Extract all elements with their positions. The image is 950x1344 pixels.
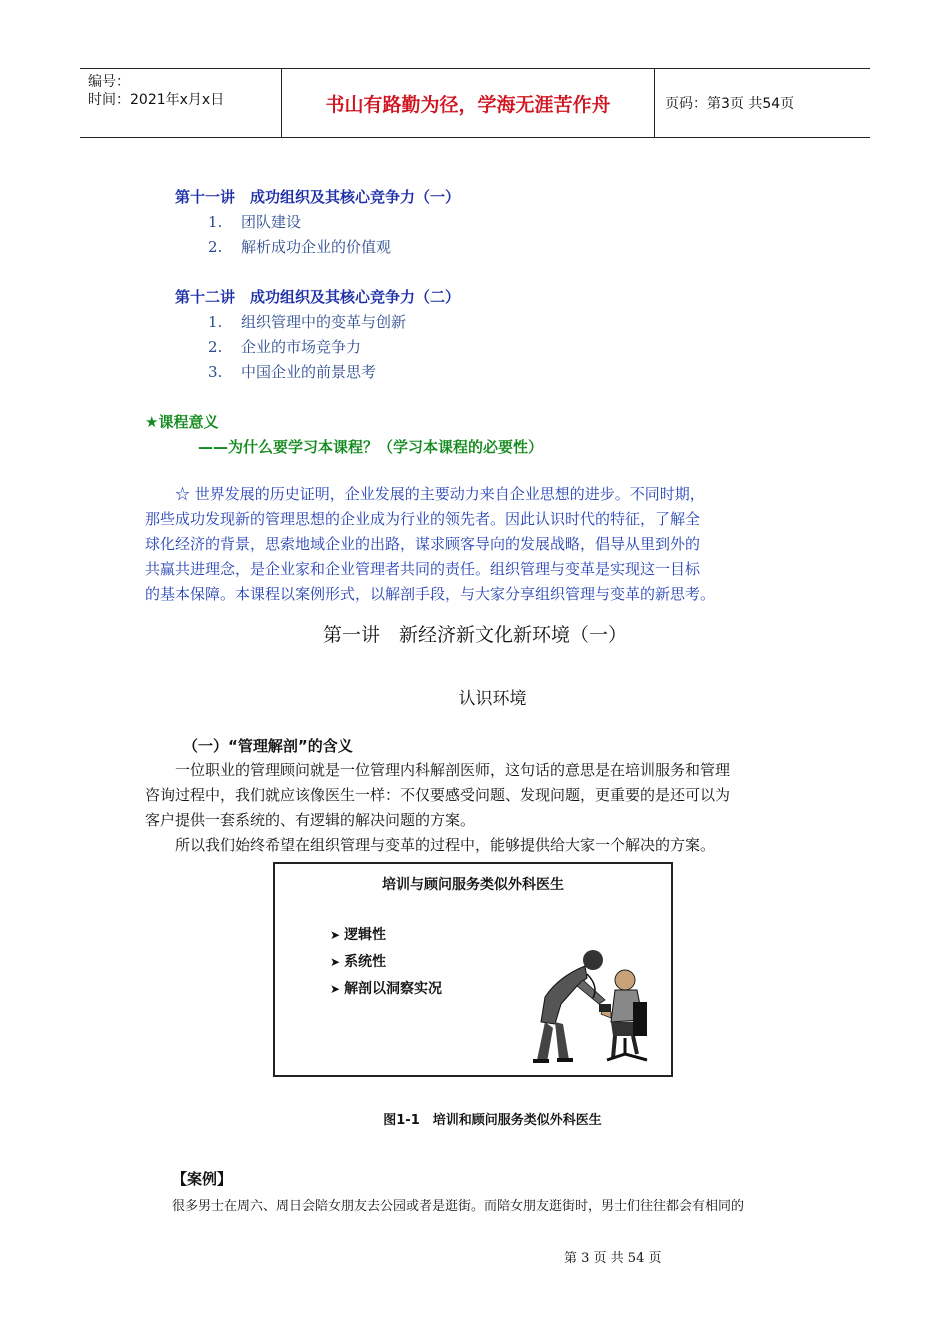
arrow-right-icon: ➤ bbox=[330, 928, 341, 942]
arrow-right-icon: ➤ bbox=[330, 955, 341, 969]
case-text: 很多男士在周六、周日会陪女朋友去公园或者是逛街。而陪女朋友逛街时，男士们往往都会有相同的 bbox=[172, 1199, 745, 1214]
case-label: 【案例】 bbox=[172, 1170, 233, 1188]
toc-lecture-11-title: 第十一讲 成功组织及其核心竞争力（一） bbox=[175, 188, 461, 206]
page-footer: 第 3 页 共 54 页 bbox=[564, 1251, 662, 1266]
figure-title: 培训与顾问服务类似外科医生 bbox=[382, 877, 564, 893]
page-header bbox=[80, 68, 870, 138]
header-meta-cell bbox=[80, 69, 282, 137]
arrow-right-icon: ➤ bbox=[330, 982, 341, 996]
subsection-title: （一）“管理解剖”的含义 bbox=[183, 737, 353, 755]
figure-bullet: ➤ 逻辑性 bbox=[330, 927, 387, 943]
doctor-patient-illustration bbox=[515, 942, 665, 1067]
toc-lecture-12-title: 第十二讲 成功组织及其核心竞争力（二） bbox=[175, 288, 461, 306]
toc-item: 3. 中国企业的前景思考 bbox=[208, 363, 377, 381]
lecture-title: 第一讲 新经济新文化新环境（一） bbox=[322, 624, 627, 646]
page-label: 页码：第3页 共54页 bbox=[665, 96, 795, 112]
toc-item: 2. 解析成功企业的价值观 bbox=[208, 238, 392, 256]
significance-subtitle: ——为什么要学习本课程？（学习本课程的必要性） bbox=[198, 438, 544, 456]
significance-paragraph: ☆ 世界发展的历史证明，企业发展的主要动力来自企业思想的进步。不同时期， 那些成功发现新的管理思想的企业成为行业的领先者。因此认识时代的特征，了解全 球化经济的背景，思索地域企业的出路，谋求顾客导向的发展战略，倡导从里到外的 共赢共进理念，是企业家和企业管理者共同的责任。组织管理与变革是实现这一目标 的基本保障。本课程以案例形式，以解剖手段，与大家分享组织管理与变革的新思考。 bbox=[145, 485, 716, 603]
section-title: 认识环境 bbox=[458, 689, 527, 709]
figure-box bbox=[273, 862, 673, 1077]
figure-bullet: ➤ 解剖以洞察实况 bbox=[330, 981, 443, 997]
significance-title: ★课程意义 bbox=[145, 413, 219, 431]
toc-item: 1. 团队建设 bbox=[208, 213, 302, 231]
number-label: 编号： bbox=[88, 74, 130, 90]
motto: 书山有路勤为径，学海无涯苦作舟 bbox=[282, 69, 655, 137]
toc-item: 2. 企业的市场竞争力 bbox=[208, 338, 362, 356]
figure-caption: 图1-1 培训和顾问服务类似外科医生 bbox=[383, 1113, 602, 1128]
body-paragraph: 一位职业的管理顾问就是一位管理内科解剖医师，这句话的意思是在培训服务和管理 咨询过程中，我们就应该像医生一样：不仅要感受问题、发现问题，更重要的是还可以为 客户提供一套系统的、有逻辑的解决问题的方案。 所以我们始终希望在组织管理与变革的过程中，能够提供给大家一个解决的方案。 bbox=[145, 761, 731, 854]
figure-bullet: ➤ 系统性 bbox=[330, 954, 387, 970]
time-label: 时间：2021年x月x日 bbox=[88, 92, 225, 108]
toc-item: 1. 组织管理中的变革与创新 bbox=[208, 313, 407, 331]
